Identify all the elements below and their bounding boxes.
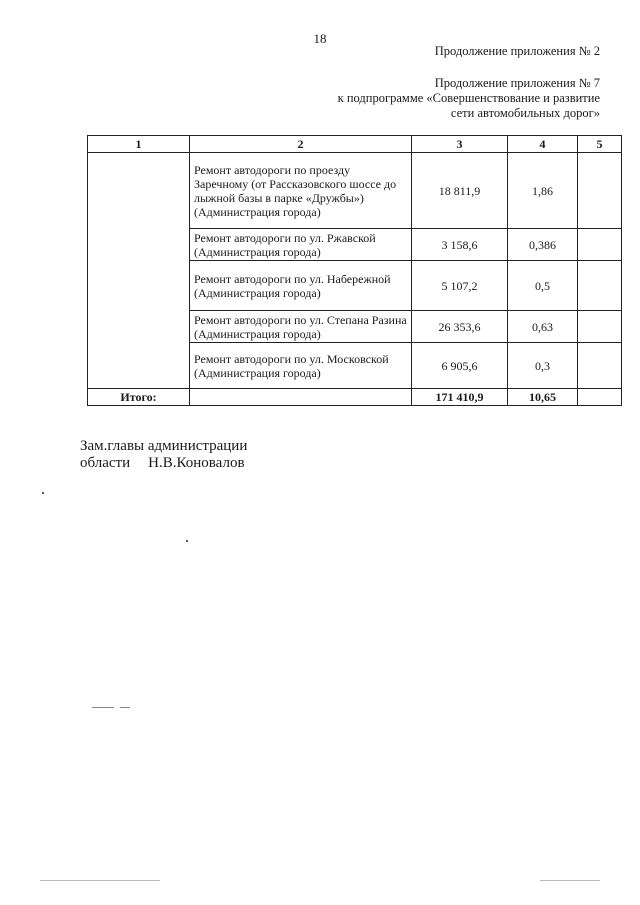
row-col5 bbox=[578, 153, 622, 229]
row-description: Ремонт автодороги по ул. Ржавской (Администрация города) bbox=[190, 229, 412, 261]
row-amount: 5 107,2 bbox=[412, 261, 508, 311]
total-label: Итого: bbox=[88, 389, 190, 406]
column-header: 2 bbox=[190, 136, 412, 153]
scan-speck bbox=[540, 880, 600, 881]
table-row bbox=[88, 153, 622, 229]
row-description: Ремонт автодороги по проезду Заречному (от Рассказовского шоссе до лыжной базы в парке «Дружбы») (Администрация города) bbox=[190, 153, 412, 229]
scan-speck bbox=[40, 880, 160, 881]
road-repair-table bbox=[87, 135, 622, 406]
row-description: Ремонт автодороги по ул. Степана Разина (Администрация города) bbox=[190, 311, 412, 343]
total-length: 10,65 bbox=[508, 389, 578, 406]
column-header: 5 bbox=[578, 136, 622, 153]
row-col5 bbox=[578, 343, 622, 389]
row-description: Ремонт автодороги по ул. Московской (Администрация города) bbox=[190, 343, 412, 389]
total-col5 bbox=[578, 389, 622, 406]
row-amount: 18 811,9 bbox=[412, 153, 508, 229]
merged-empty-cell bbox=[88, 153, 190, 389]
row-length: 1,86 bbox=[508, 153, 578, 229]
scan-speck bbox=[42, 492, 44, 494]
appendix-header-2 bbox=[435, 44, 600, 59]
row-length: 0,3 bbox=[508, 343, 578, 389]
page-number: 18 bbox=[313, 31, 327, 46]
row-length: 0,5 bbox=[508, 261, 578, 311]
subprogram-line: к подпрограмме «Совершенствование и развитие bbox=[337, 91, 600, 105]
signature-line bbox=[80, 455, 245, 472]
row-length: 0,386 bbox=[508, 229, 578, 261]
appendix-line: Продолжение приложения № 7 bbox=[434, 76, 600, 90]
row-amount: 6 905,6 bbox=[412, 343, 508, 389]
table-total-row bbox=[88, 389, 622, 406]
appendix-header-7 bbox=[338, 76, 600, 121]
row-amount: 3 158,6 bbox=[412, 229, 508, 261]
scan-speck bbox=[120, 707, 130, 708]
total-amount: 171 410,9 bbox=[412, 389, 508, 406]
row-amount: 26 353,6 bbox=[412, 311, 508, 343]
row-length: 0,63 bbox=[508, 311, 578, 343]
table-header-row bbox=[88, 136, 622, 153]
scan-speck bbox=[186, 540, 188, 542]
row-col5 bbox=[578, 311, 622, 343]
appendix-line: Продолжение приложения № 2 bbox=[434, 44, 600, 58]
total-empty-cell bbox=[190, 389, 412, 406]
row-description: Ремонт автодороги по ул. Набережной (Администрация города) bbox=[190, 261, 412, 311]
signatory-name: Н.В.Коновалов bbox=[148, 455, 245, 471]
scan-speck bbox=[92, 707, 114, 708]
signature-region: области bbox=[80, 455, 131, 471]
column-header: 4 bbox=[508, 136, 578, 153]
column-header: 3 bbox=[412, 136, 508, 153]
row-col5 bbox=[578, 229, 622, 261]
subprogram-name: сети автомобильных дорог» bbox=[450, 106, 600, 120]
signature-title: Зам.главы администрации bbox=[80, 438, 248, 454]
column-header: 1 bbox=[88, 136, 190, 153]
row-col5 bbox=[578, 261, 622, 311]
